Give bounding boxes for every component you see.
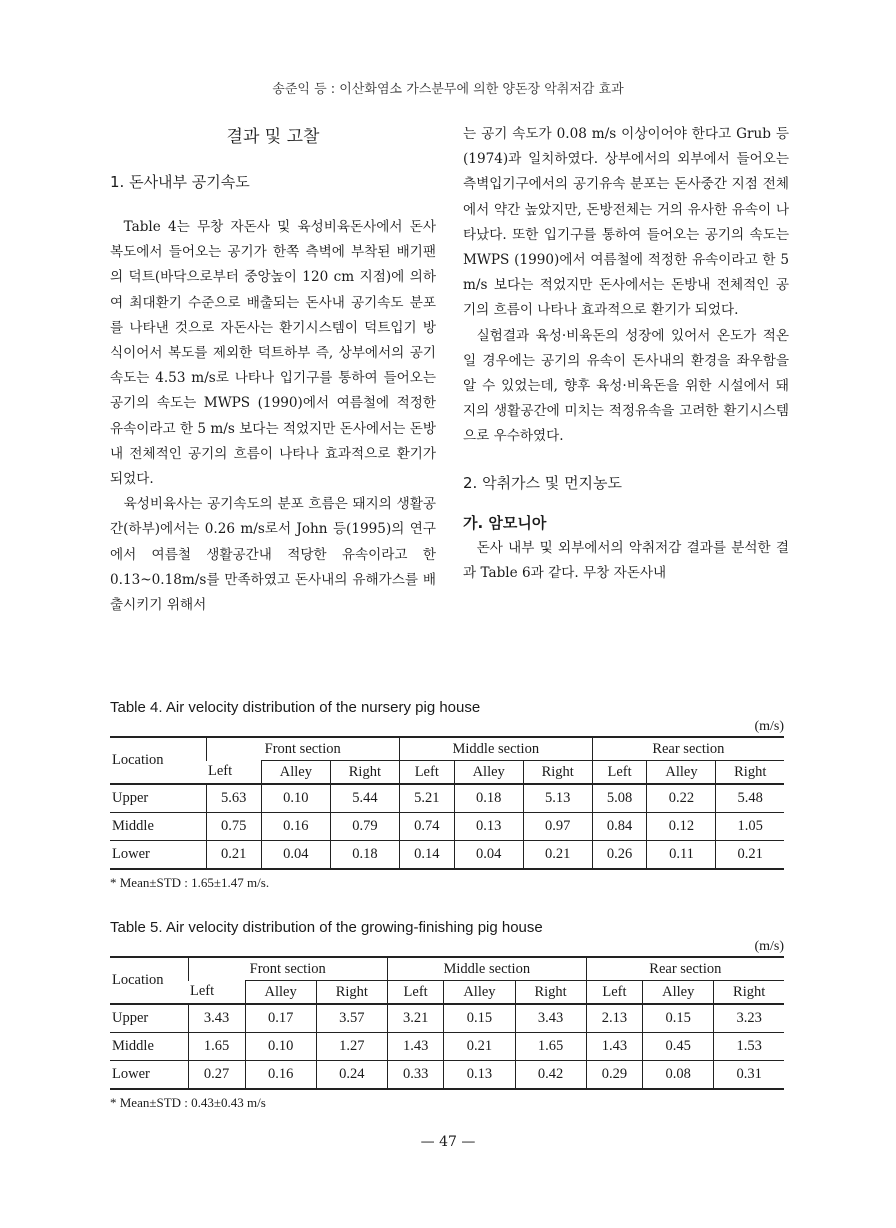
row-label: Lower — [110, 1061, 188, 1090]
table-cell: 0.45 — [643, 1033, 714, 1061]
subcol-header: Alley — [245, 981, 316, 1005]
subcol-header: Left — [208, 763, 233, 780]
table-cell: 0.31 — [714, 1061, 784, 1090]
table-cell: 5.08 — [592, 784, 647, 813]
subcol-header: Alley — [261, 761, 330, 785]
table-cell: 2.13 — [586, 1004, 642, 1033]
row-label: Upper — [110, 1004, 188, 1033]
subsubsection-title-ammonia: 가. 암모니아 — [463, 513, 547, 532]
subcol-header: Left — [592, 761, 647, 785]
paragraph: 육성비육사는 공기속도의 분포 흐름은 돼지의 생활공간(하부)에서는 0.26 m/s로서 John 등(1995)의 연구에서 여름철 생활공간내 적당한 유속이라고 한 0.13~0.18m/s를 만족하였고 돈사내의 유해가스를 배출시키기 위해서 — [110, 496, 436, 614]
subcol-header: Right — [523, 761, 592, 785]
table-cell: 3.57 — [316, 1004, 387, 1033]
subcol-header: Right — [316, 981, 387, 1005]
section-header: Rear section — [586, 957, 784, 981]
table-row — [110, 1033, 784, 1061]
table-cell: 1.43 — [387, 1033, 443, 1061]
table-cell: 0.24 — [316, 1061, 387, 1090]
running-head: 송준익 등 : 이산화염소 가스분무에 의한 양돈장 악취저감 효과 — [272, 82, 624, 97]
paragraph: 돈사 내부 및 외부에서의 악취저감 결과를 분석한 결과 Table 6과 같다. 무창 자돈사내 — [463, 539, 789, 581]
table-row — [110, 1061, 784, 1090]
table-5 — [110, 956, 784, 1090]
table-cell: 0.16 — [261, 813, 330, 841]
table-cell: 1.53 — [714, 1033, 784, 1061]
table-unit: (m/s) — [754, 939, 784, 954]
subsection-title-1: 1. 돈사내부 공기속도 — [110, 173, 250, 191]
paragraph: 실험결과 육성·비육돈의 성장에 있어서 온도가 적온일 경우에는 공기의 유속이 돈사내의 환경을 좌우함을 알 수 있었는데, 향후 육성·비육돈을 위한 시설에서 돼지의 생활공간에 미치는 적정유속을 고려한 환기시스템으로 우수하였다. — [463, 327, 789, 445]
table-cell: 0.10 — [261, 784, 330, 813]
table-cell: 1.65 — [515, 1033, 586, 1061]
table-cell: 0.11 — [647, 841, 716, 870]
table-cell: 3.43 — [188, 1004, 245, 1033]
subcol-header: Left — [387, 981, 443, 1005]
table-cell: 0.04 — [454, 841, 523, 870]
paragraph: Table 4는 무창 자돈사 및 육성비육돈사에서 돈사 복도에서 들어오는 공기가 한쪽 측벽에 부착된 배기팬의 덕트(바닥으로부터 중앙높이 120 cm 지점)에 의하여 최대환기 수준으로 배출되는 돈사내 공기속도 분포를 나타낸 것으로 자돈사는 환기시스템이 덕트입기 방식이어서 복도를 제외한 덕트하부 즉, 상부에서의 공기속도는 4.53 m/s로 나타나 입기구를 통하여 들어오는 공기의 속도는 MWPS (1990)에서 여름철에 적정한 유속이라고 한 5 m/s 보다는 적었지만 돈사에서는 돈방내 전체적인 공기의 흐름이 나타나 효과적으로 환기가 되었다. — [110, 219, 436, 488]
table-cell: 0.21 — [716, 841, 784, 870]
table-cell: 0.42 — [515, 1061, 586, 1090]
subcol-header: Alley — [647, 761, 716, 785]
table-cell: 0.21 — [444, 1033, 515, 1061]
table-4 — [110, 736, 784, 870]
table-cell: 0.13 — [454, 813, 523, 841]
subcol-header: Right — [714, 981, 784, 1005]
table-cell: 3.43 — [515, 1004, 586, 1033]
subcol-header: Left — [399, 761, 454, 785]
table-row — [110, 1004, 784, 1033]
table-cell: 0.21 — [523, 841, 592, 870]
table-cell: 3.21 — [387, 1004, 443, 1033]
table-cell: 0.22 — [647, 784, 716, 813]
table-cell: 3.23 — [714, 1004, 784, 1033]
table-cell: 0.33 — [387, 1061, 443, 1090]
subcol-header: Left — [586, 981, 642, 1005]
table-note: * Mean±STD : 1.65±1.47 m/s. — [110, 875, 270, 890]
table-cell: 1.05 — [716, 813, 784, 841]
table-cell: 0.08 — [643, 1061, 714, 1090]
table-cell: 5.21 — [399, 784, 454, 813]
section-header: Front section — [206, 737, 399, 761]
table-cell: 0.27 — [188, 1061, 245, 1090]
section-header: Front section — [188, 957, 387, 981]
subcol-header: Right — [716, 761, 784, 785]
table-cell: 5.63 — [206, 784, 261, 813]
location-header: Location — [110, 957, 188, 1004]
row-label: Middle — [110, 1033, 188, 1061]
table-cell: 0.13 — [444, 1061, 515, 1090]
table-cell: 0.15 — [643, 1004, 714, 1033]
table-unit: (m/s) — [754, 719, 784, 734]
location-header: Location — [110, 737, 206, 784]
table-cell: 0.79 — [330, 813, 399, 841]
row-label: Lower — [110, 841, 206, 870]
section-title: 결과 및 고찰 — [226, 127, 320, 147]
table-cell: 5.48 — [716, 784, 784, 813]
subcol-header: Alley — [444, 981, 515, 1005]
right-column — [463, 122, 789, 586]
row-label: Middle — [110, 813, 206, 841]
table-cell: 0.14 — [399, 841, 454, 870]
table-row — [110, 813, 784, 841]
table-cell: 0.21 — [206, 841, 261, 870]
table-cell: 5.44 — [330, 784, 399, 813]
table-cell: 0.18 — [454, 784, 523, 813]
row-label: Upper — [110, 784, 206, 813]
table-cell: 0.75 — [206, 813, 261, 841]
left-column — [110, 122, 436, 618]
table-cell: 1.27 — [316, 1033, 387, 1061]
table-cell: 0.26 — [592, 841, 647, 870]
page-number: — 47 — — [420, 1134, 476, 1150]
table-cell: 0.29 — [586, 1061, 642, 1090]
paragraph: 는 공기 속도가 0.08 m/s 이상이어야 한다고 Grub 등 (1974)과 일치하였다. 상부에서의 외부에서 들어오는 측벽입기구에서의 공기유속 분포는 돈사중간 지점 전체에서 약간 높았지만, 돈방전체는 거의 유사한 유속이 나타났다. 또한 입기구를 통하여 들어오는 공기의 속도는 MWPS (1990)에서 여름철에 적정한 유속이라고 한 5 m/s 보다는 적었지만 돈사에서는 돈방내 전체적인 공기의 흐름이 나타나 효과적으로 환기가 되었다. — [463, 126, 789, 319]
subcol-header: Alley — [454, 761, 523, 785]
table-row — [110, 841, 784, 870]
table-row — [110, 784, 784, 813]
table-cell: 1.65 — [188, 1033, 245, 1061]
table-cell: 1.43 — [586, 1033, 642, 1061]
table-cell: 0.18 — [330, 841, 399, 870]
subcol-header: Right — [515, 981, 586, 1005]
table-cell: 0.15 — [444, 1004, 515, 1033]
section-header: Rear section — [592, 737, 784, 761]
table-note: * Mean±STD : 0.43±0.43 m/s — [110, 1095, 266, 1110]
table-cell: 0.16 — [245, 1061, 316, 1090]
subcol-header: Right — [330, 761, 399, 785]
table-5-block — [110, 918, 784, 1112]
section-header: Middle section — [399, 737, 592, 761]
table-cell: 0.12 — [647, 813, 716, 841]
subsection-title-2: 2. 악취가스 및 먼지농도 — [463, 473, 623, 492]
table-4-block — [110, 698, 784, 892]
table-caption: Table 5. Air velocity distribution of the growing-finishing pig house — [110, 919, 543, 936]
table-cell: 0.74 — [399, 813, 454, 841]
section-header: Middle section — [387, 957, 586, 981]
table-cell: 0.17 — [245, 1004, 316, 1033]
table-cell: 0.04 — [261, 841, 330, 870]
subcol-header: Alley — [643, 981, 714, 1005]
table-cell: 0.97 — [523, 813, 592, 841]
table-caption: Table 4. Air velocity distribution of the nursery pig house — [110, 699, 481, 716]
table-cell: 0.84 — [592, 813, 647, 841]
table-cell: 0.10 — [245, 1033, 316, 1061]
subcol-header: Left — [190, 983, 215, 1000]
table-cell: 5.13 — [523, 784, 592, 813]
